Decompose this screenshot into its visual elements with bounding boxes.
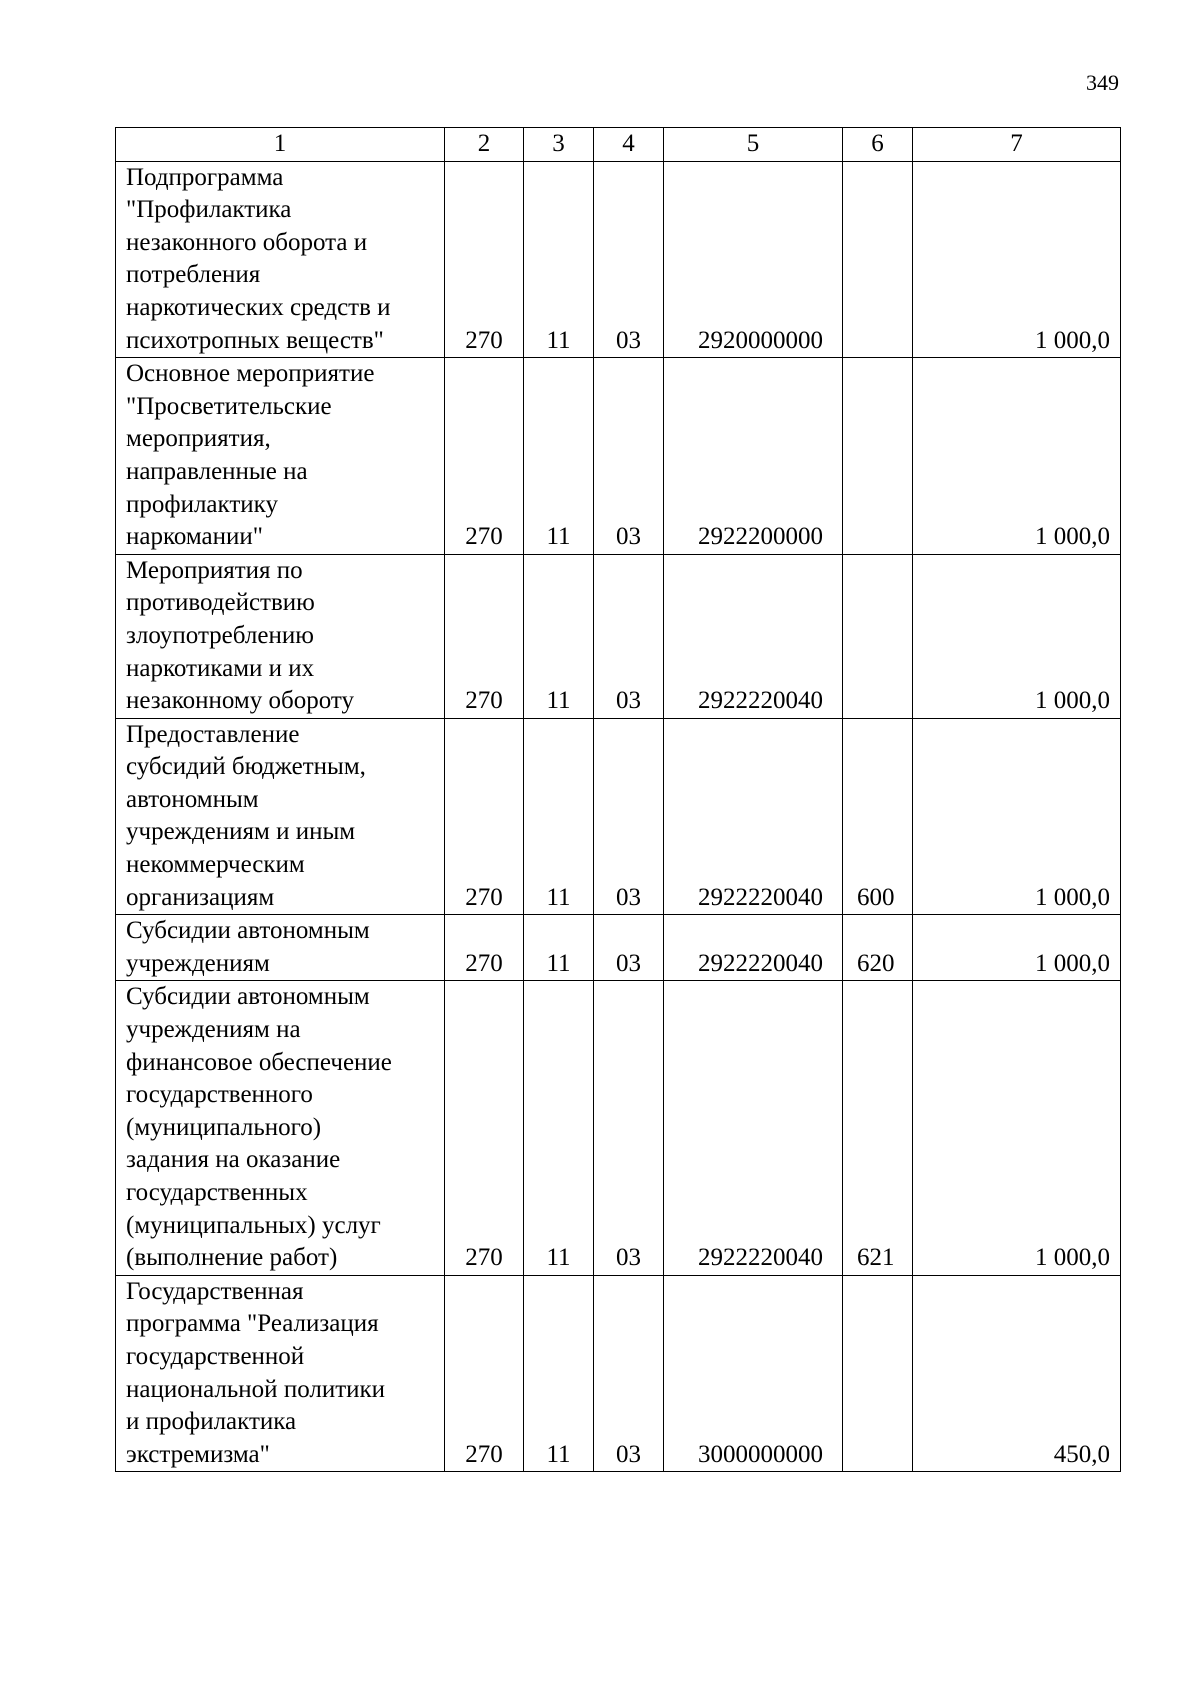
row-name-line: субсидий бюджетным, — [126, 753, 366, 781]
budget-table — [115, 127, 1121, 1472]
col-4-cell: 03 — [594, 554, 664, 718]
col-3-cell: 11 — [524, 718, 594, 915]
table-row — [116, 358, 1121, 555]
row-name — [116, 718, 445, 915]
row-name-line: программа "Реализация — [126, 1310, 379, 1338]
row-name-line: некоммерческим — [126, 851, 305, 879]
row-name-line: задания на оказание — [126, 1146, 341, 1174]
row-name-line: национальной политики — [126, 1375, 386, 1403]
row-name-line: учреждениям и иным — [126, 818, 356, 846]
row-name-line: "Просветительские — [126, 392, 332, 420]
row-name-line: психотропных веществ" — [126, 326, 384, 354]
col-2-cell: 270 — [445, 554, 524, 718]
table-row — [116, 981, 1121, 1275]
col-4-cell: 03 — [594, 358, 664, 555]
col-7-cell: 450,0 — [913, 1275, 1121, 1472]
col-3-cell: 11 — [524, 358, 594, 555]
col-3-cell: 11 — [524, 981, 594, 1275]
row-name — [116, 981, 445, 1275]
row-name-line: потребления — [126, 261, 261, 289]
col-6-cell: 620 — [843, 915, 913, 981]
row-name-line: учреждениям — [126, 949, 270, 977]
col-6-cell: 621 — [843, 981, 913, 1275]
row-name-line: Подпрограмма — [126, 163, 284, 191]
col-7-cell: 1 000,0 — [913, 554, 1121, 718]
table-row — [116, 161, 1121, 358]
row-name-line: мероприятия, — [126, 425, 271, 453]
row-name — [116, 161, 445, 358]
col-2-cell: 270 — [445, 915, 524, 981]
col-6-cell: 600 — [843, 718, 913, 915]
row-name-line: экстремизма" — [126, 1440, 270, 1468]
col-3-cell: 11 — [524, 915, 594, 981]
col-3-cell: 11 — [524, 161, 594, 358]
col-7-cell: 1 000,0 — [913, 915, 1121, 981]
row-name-line: (муниципальных) услуг — [126, 1211, 381, 1239]
row-name-line: Основное мероприятие — [126, 360, 375, 388]
table-row — [116, 1275, 1121, 1472]
table-row — [116, 718, 1121, 915]
page-number: 349 — [1086, 70, 1119, 95]
row-name-line: финансовое обеспечение — [126, 1048, 392, 1076]
row-name-line: Государственная — [126, 1277, 304, 1305]
col-3-cell: 11 — [524, 554, 594, 718]
col-7-cell: 1 000,0 — [913, 161, 1121, 358]
col-5-cell: 2922220040 — [664, 554, 843, 718]
row-name-line: наркомании" — [126, 523, 263, 551]
header-cell-3: 3 — [524, 128, 594, 162]
col-7-cell: 1 000,0 — [913, 981, 1121, 1275]
row-name-line: профилактику — [126, 490, 278, 518]
col-7-cell: 1 000,0 — [913, 718, 1121, 915]
header-cell-2: 2 — [445, 128, 524, 162]
col-5-cell: 2922220040 — [664, 915, 843, 981]
table-body — [116, 128, 1121, 1472]
col-2-cell: 270 — [445, 981, 524, 1275]
col-7-cell: 1 000,0 — [913, 358, 1121, 555]
col-4-cell: 03 — [594, 981, 664, 1275]
col-6-cell — [843, 358, 913, 555]
table-row — [116, 915, 1121, 981]
header-cell-6: 6 — [843, 128, 913, 162]
row-name-line: "Профилактика — [126, 196, 292, 224]
col-5-cell: 3000000000 — [664, 1275, 843, 1472]
row-name-line: незаконного оборота и — [126, 228, 368, 256]
row-name-line: автономным — [126, 785, 259, 813]
row-name-line: Субсидии автономным — [126, 917, 370, 945]
col-6-cell — [843, 1275, 913, 1472]
col-2-cell: 270 — [445, 1275, 524, 1472]
row-name — [116, 358, 445, 555]
row-name — [116, 1275, 445, 1472]
row-name-line: учреждениям на — [126, 1016, 301, 1044]
col-5-cell: 2922220040 — [664, 718, 843, 915]
row-name-line: государственной — [126, 1342, 305, 1370]
header-cell-4: 4 — [594, 128, 664, 162]
row-name-line: Мероприятия по — [126, 556, 303, 584]
col-2-cell: 270 — [445, 358, 524, 555]
row-name-line: незаконному обороту — [126, 687, 354, 715]
row-name-line: наркотиками и их — [126, 654, 315, 682]
table-row — [116, 554, 1121, 718]
row-name-line: государственного — [126, 1081, 313, 1109]
row-name-line: Предоставление — [126, 720, 300, 748]
col-4-cell: 03 — [594, 161, 664, 358]
row-name-line: (муниципального) — [126, 1113, 322, 1141]
header-cell-7: 7 — [913, 128, 1121, 162]
col-4-cell: 03 — [594, 718, 664, 915]
row-name-line: противодействию — [126, 589, 315, 617]
header-cell-1: 1 — [116, 128, 445, 162]
header-cell-5: 5 — [664, 128, 843, 162]
row-name — [116, 915, 445, 981]
row-name-line: Субсидии автономным — [126, 983, 370, 1011]
row-name-line: злоупотреблению — [126, 621, 314, 649]
col-5-cell: 2920000000 — [664, 161, 843, 358]
row-name-line: организациям — [126, 883, 275, 911]
row-name-line: и профилактика — [126, 1408, 297, 1436]
row-name — [116, 554, 445, 718]
col-2-cell: 270 — [445, 718, 524, 915]
col-5-cell: 2922200000 — [664, 358, 843, 555]
col-3-cell: 11 — [524, 1275, 594, 1472]
row-name-line: наркотических средств и — [126, 293, 391, 321]
row-name-line: (выполнение работ) — [126, 1244, 338, 1272]
col-2-cell: 270 — [445, 161, 524, 358]
col-4-cell: 03 — [594, 1275, 664, 1472]
col-5-cell: 2922220040 — [664, 981, 843, 1275]
row-name-line: государственных — [126, 1179, 308, 1206]
col-6-cell — [843, 161, 913, 358]
col-4-cell: 03 — [594, 915, 664, 981]
col-6-cell — [843, 554, 913, 718]
row-name-line: направленные на — [126, 457, 308, 485]
header-row — [116, 128, 1121, 162]
